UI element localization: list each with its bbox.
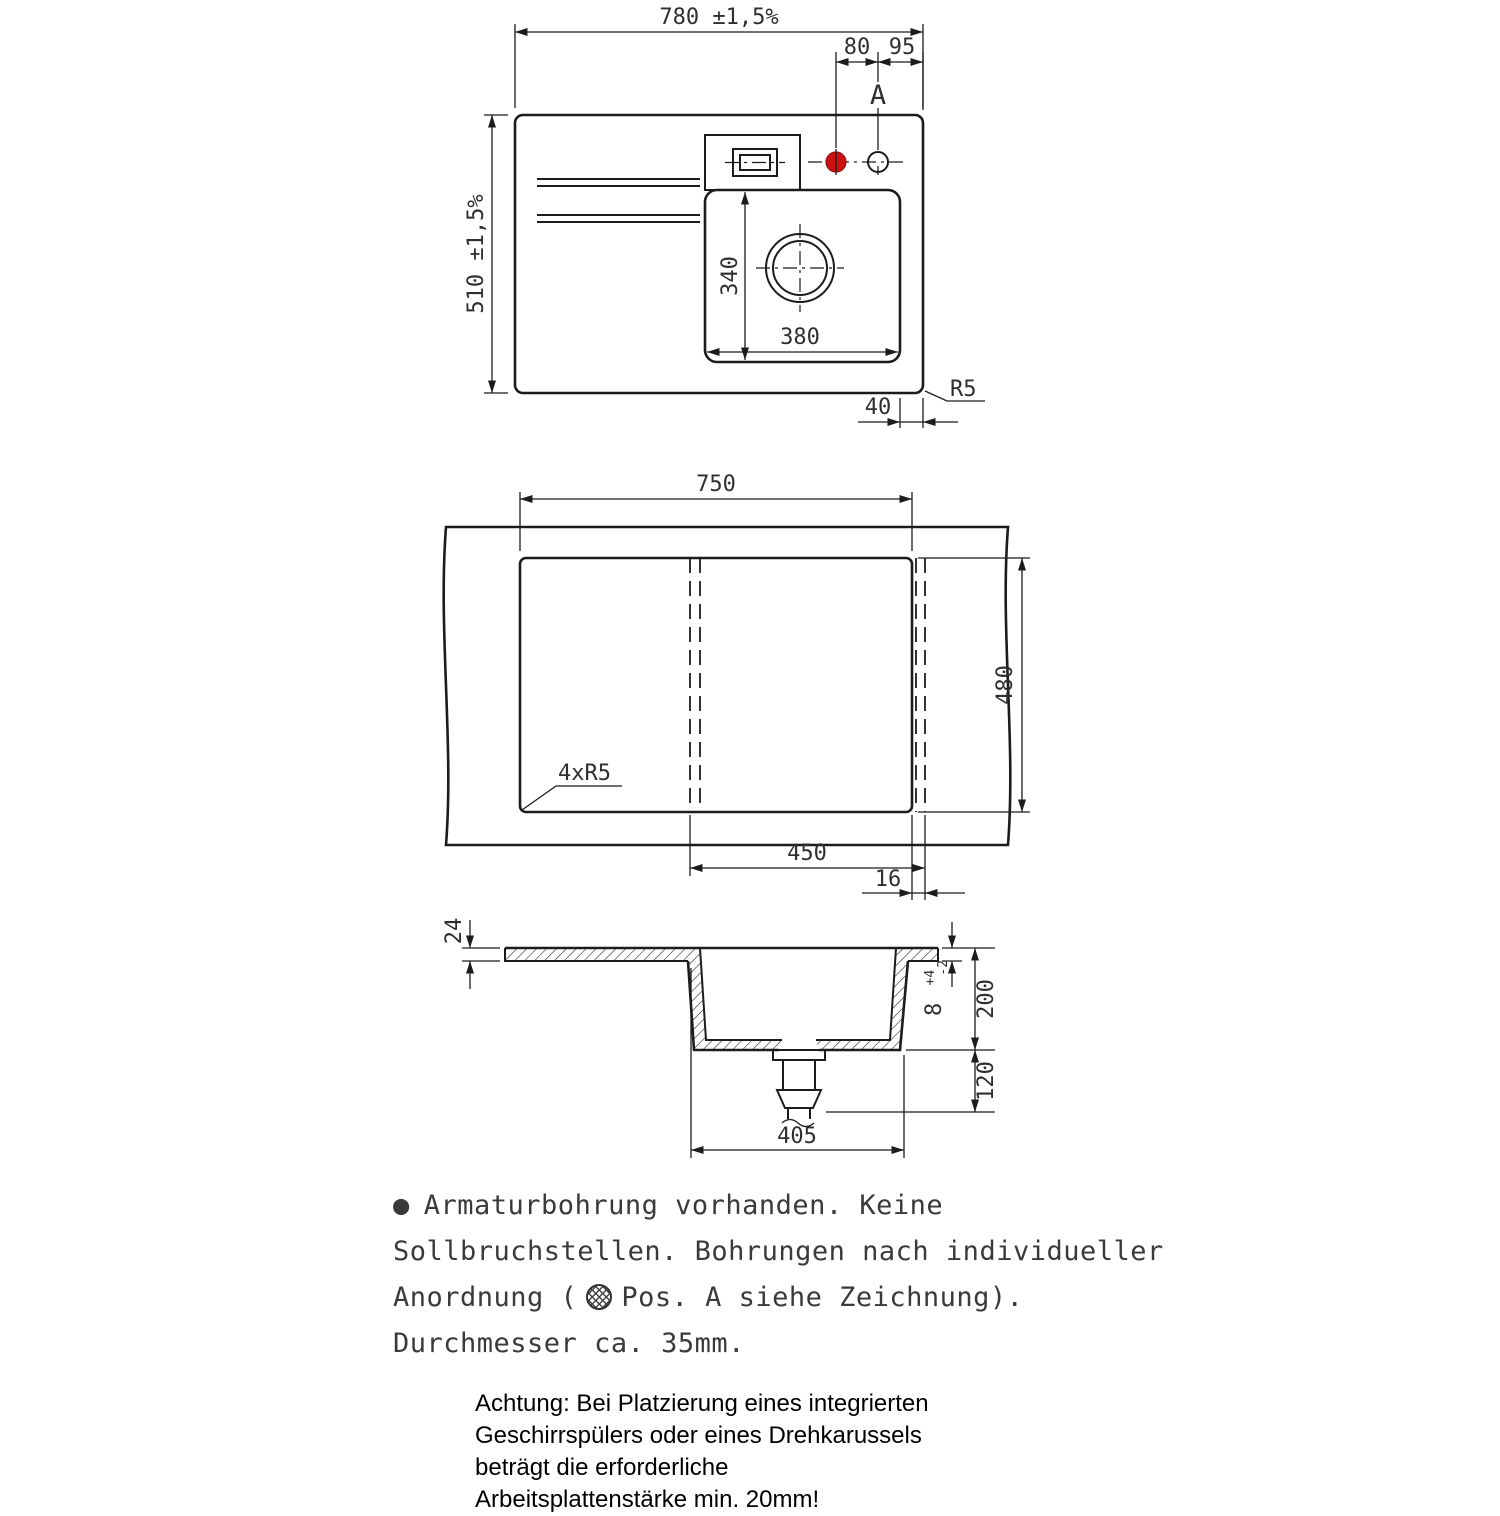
dim-bowl-depth [718,192,745,360]
pos-a-label: A [869,80,887,111]
dim-cutout-width [520,472,912,551]
pos-a-hole-icon [586,1284,612,1310]
tap-knockout [705,135,800,190]
radius-label-4xr5: 4xR5 [558,761,611,786]
warning-line-4: Arbeitsplattenstärke min. 20mm! [475,1486,820,1513]
dim-bowl-outer-width [691,968,904,1158]
section-hatch-left [505,948,781,1050]
note-line-1-text: Armaturbohrung vorhanden. Keine [423,1190,944,1221]
dim-right-offset [858,395,958,428]
note-line-3-pre: Anordnung ( [393,1282,578,1313]
dim-label-40: 40 [864,395,892,420]
dim-label-380: 380 [780,325,820,350]
dim-overall-depth [464,115,508,393]
dim-label-16: 16 [874,867,902,892]
dim-rim-thickness [442,918,500,989]
dim-label-80: 80 [843,35,871,60]
faucet-holes [808,149,908,175]
dim-label-200: 200 [974,979,999,1019]
top-view [464,5,985,428]
dim-label-8: 8 $^{+4}$ -2 [922,959,951,1016]
notes-block [393,1183,1453,1367]
dim-label-480: 480 [993,665,1018,705]
dim-label-120: 120 [974,1061,999,1101]
dim-label-450: 450 [787,841,827,866]
note-line-3 [393,1275,1453,1321]
note-line-3-post: Pos. A siehe Zeichnung). [621,1282,1024,1313]
dim-label-24: 24 [442,917,467,945]
note-line-4: Durchmesser ca. 35mm. [393,1328,745,1359]
sink-outline [515,115,923,393]
dim-label-750: 750 [696,472,736,497]
corner-radius-note [925,377,985,402]
dim-cutout-depth [918,558,1030,812]
drain-assembly [773,1050,825,1127]
warning-line-1: Achtung: Bei Platzierung eines integrierten [475,1390,929,1417]
radius-label-r5: R5 [950,377,977,402]
cutout-view [444,472,1030,900]
warning-line-2: Geschirrspülers oder eines Drehkarussels [475,1422,922,1449]
dim-label-95: 95 [888,35,916,60]
drainboard-grooves [537,179,700,222]
drain-outlet [756,224,844,312]
warning-block [475,1388,929,1516]
dim-label-340: 340 [718,256,743,296]
note-line-2: Sollbruchstellen. Bohrungen nach individueller [393,1236,1164,1267]
note-line-1 [393,1183,1453,1229]
dim-hole-positions [836,35,923,150]
dim-depths [826,948,999,1112]
section-outline [505,948,938,1050]
dim-label-405: 405 [777,1124,817,1149]
dim-edge-gap [862,867,965,893]
dim-bowl-width [707,325,898,352]
warning-line-3: beträgt die erforderliche [475,1454,729,1481]
dim-label-780: 780 ±1,5% [659,5,779,30]
dim-label-510: 510 ±1,5% [464,194,489,314]
bullet-icon: ● [393,1190,410,1221]
hidden-sink-edges [690,558,925,812]
section-view [442,918,999,1158]
cutout-radius-note [522,761,622,810]
